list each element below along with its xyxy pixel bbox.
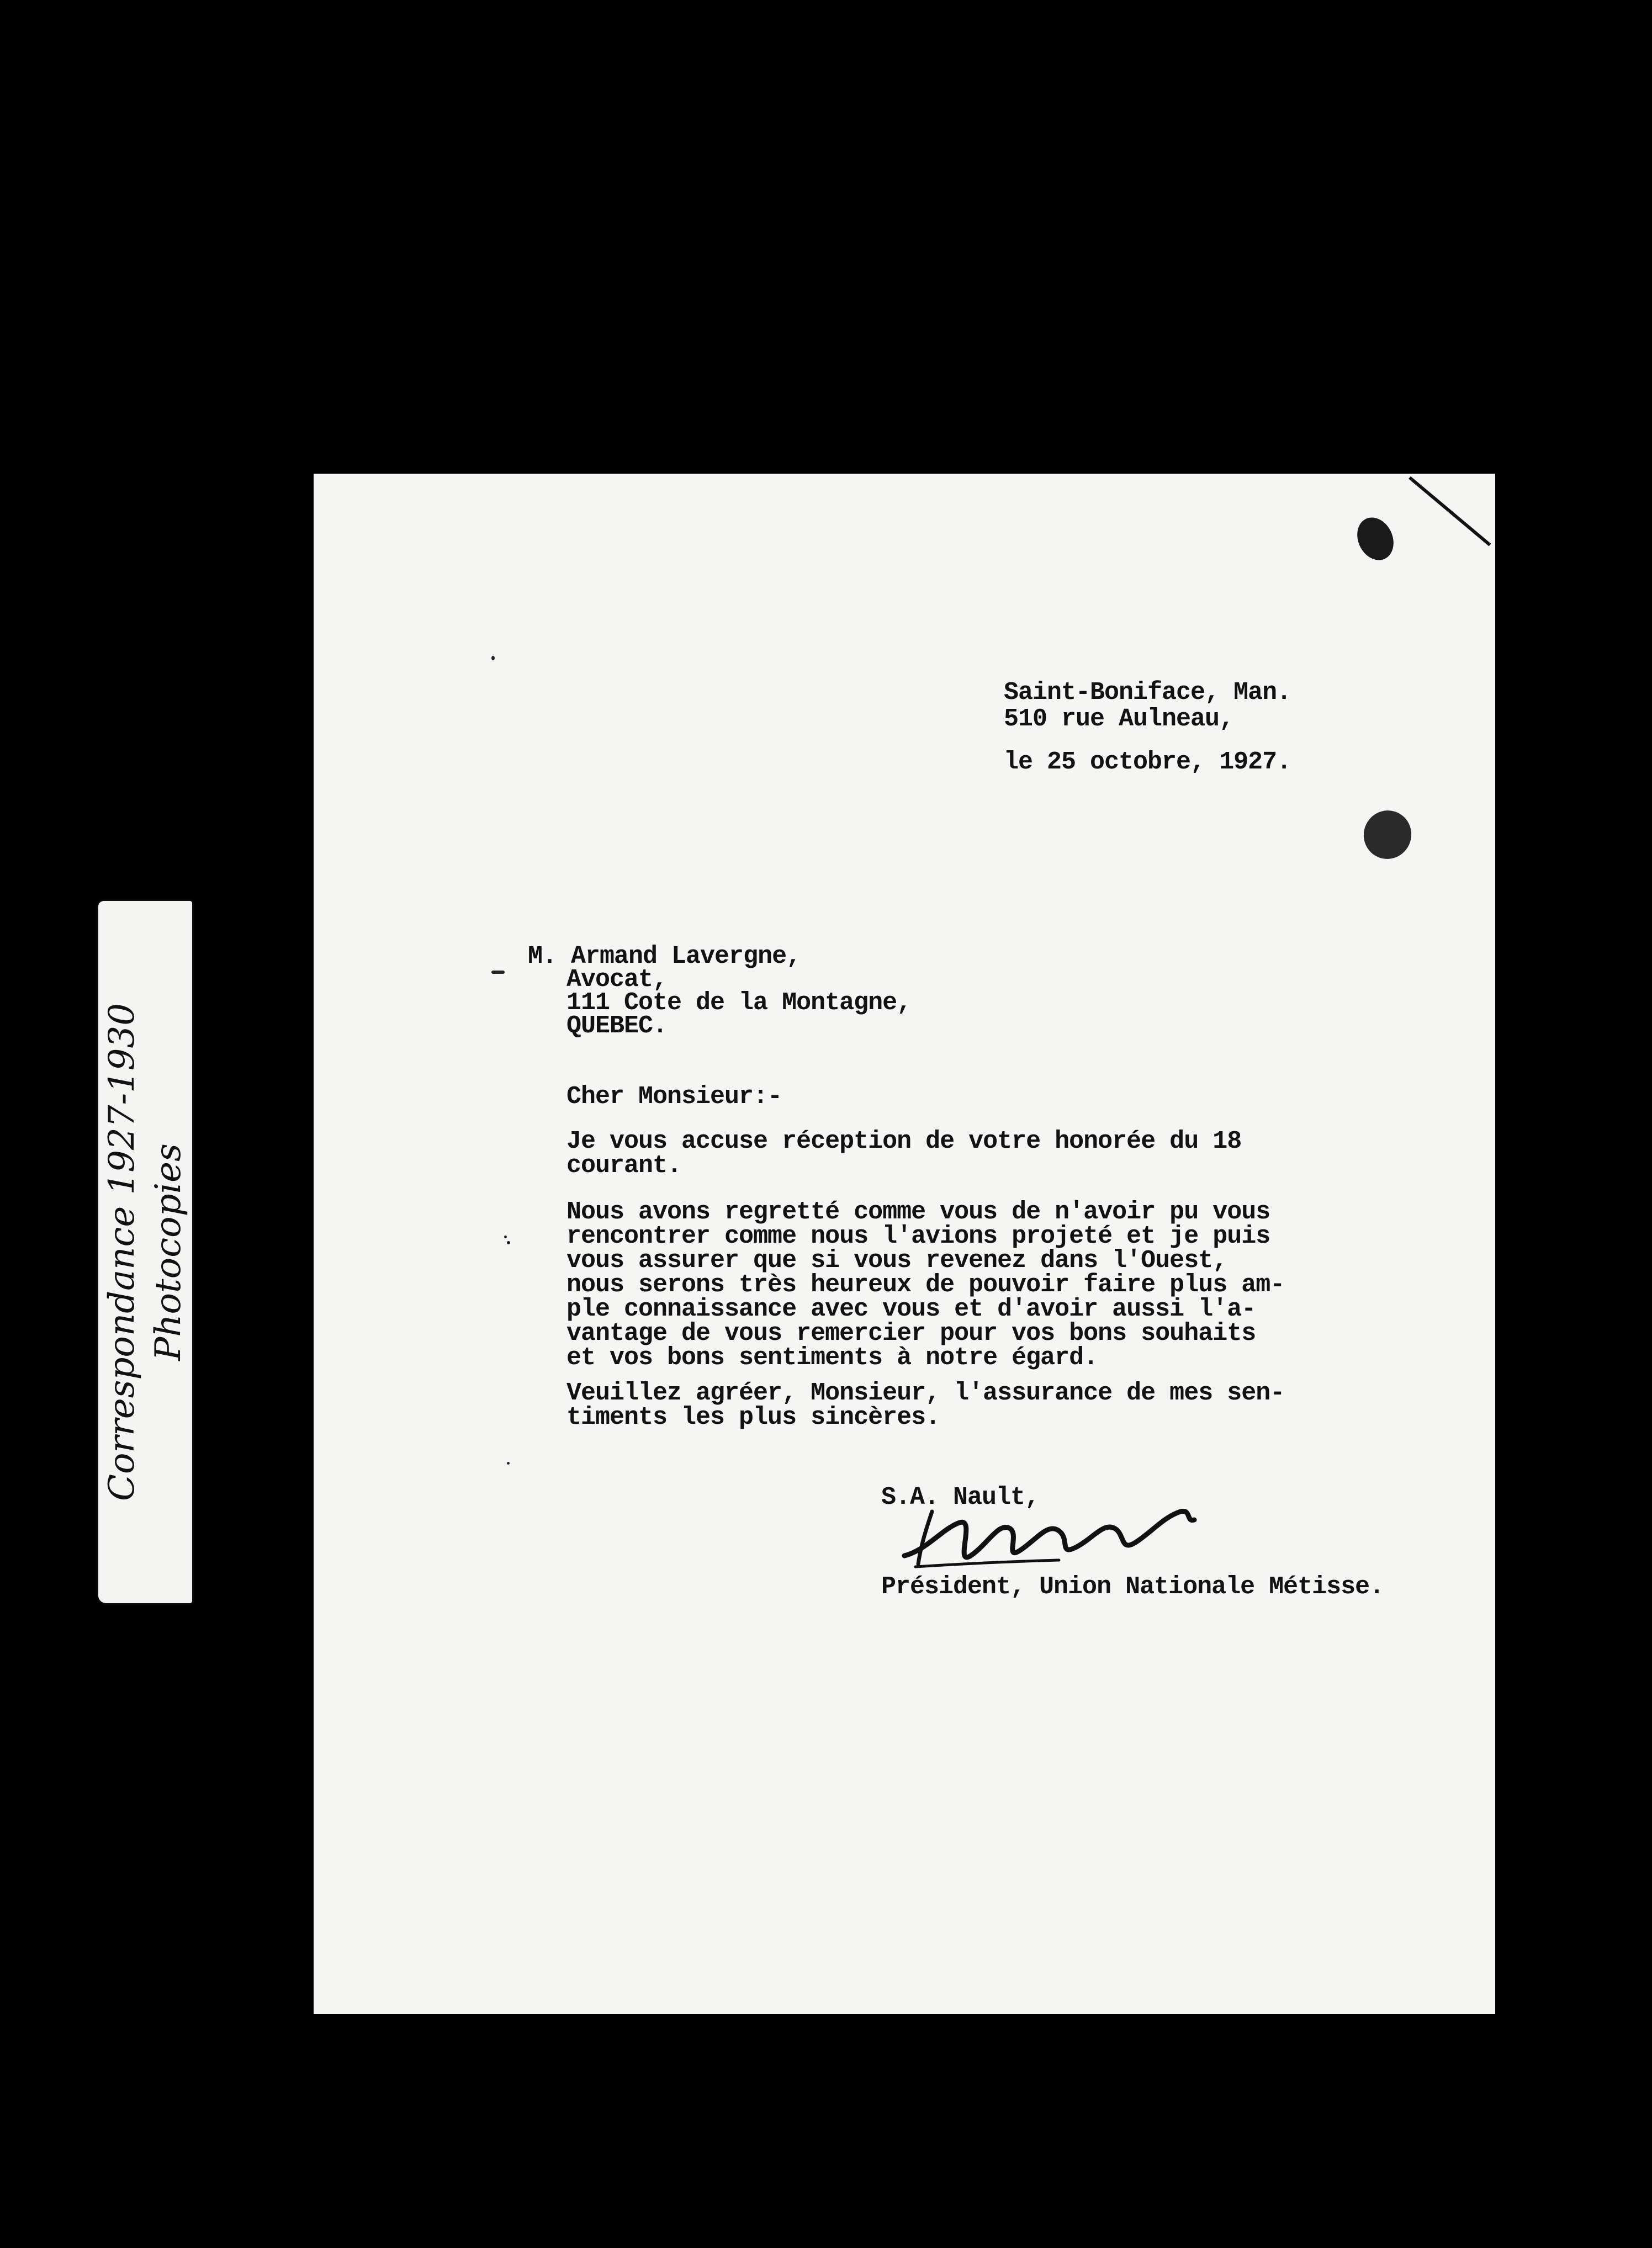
side-label-handwriting: Correspondance 1927-1930 Photocopies <box>102 1003 189 1501</box>
ink-speck <box>504 1236 507 1238</box>
signatory-name: S.A. Nault, <box>881 1483 1040 1512</box>
recipient-street: 111 Cote de la Montagne, <box>566 989 912 1017</box>
ink-smudge-top <box>1351 512 1400 566</box>
ink-speck <box>491 656 495 660</box>
ink-smudge-middle <box>1357 804 1418 866</box>
letter-place: Saint-Boniface, Man. <box>1004 678 1291 707</box>
signatory-title: Président, Union Nationale Métisse. <box>881 1573 1384 1601</box>
ink-speck <box>507 1241 510 1244</box>
letter-date: le 25 octobre, 1927. <box>1004 748 1291 776</box>
recipient-name: M. Armand Lavergne, <box>528 942 801 971</box>
handwritten-signature <box>893 1489 1203 1578</box>
ink-speck <box>507 1462 510 1465</box>
body-paragraph: Nous avons regretté comme vous de n'avoir pu vous rencontrer comme nous l'avions projeté et je puis vous assurer que si vous revenez dans l'Ouest, nous serons très heureux de pouvoir faire plus am- ple connaissance avec vous et d'avoir aussi l'a- vantage de vous remercier pour vos bons souhaits et vos bons sentiments à notre égard. <box>566 1198 1285 1372</box>
corner-fold-mark <box>1409 476 1491 547</box>
ink-speck <box>491 971 505 974</box>
body-paragraph: Je vous accuse réception de votre honorée du 18 courant. <box>566 1127 1242 1180</box>
archive-side-label <box>98 901 192 1603</box>
recipient-city: QUEBEC. <box>566 1012 668 1040</box>
letter-sheet <box>314 474 1495 2014</box>
recipient-title: Avocat, <box>566 966 668 994</box>
letter-street: 510 rue Aulneau, <box>1004 705 1234 733</box>
salutation: Cher Monsieur:- <box>566 1083 782 1111</box>
body-paragraph: Veuillez agréer, Monsieur, l'assurance de mes sen- timents les plus sincères. <box>566 1379 1285 1431</box>
